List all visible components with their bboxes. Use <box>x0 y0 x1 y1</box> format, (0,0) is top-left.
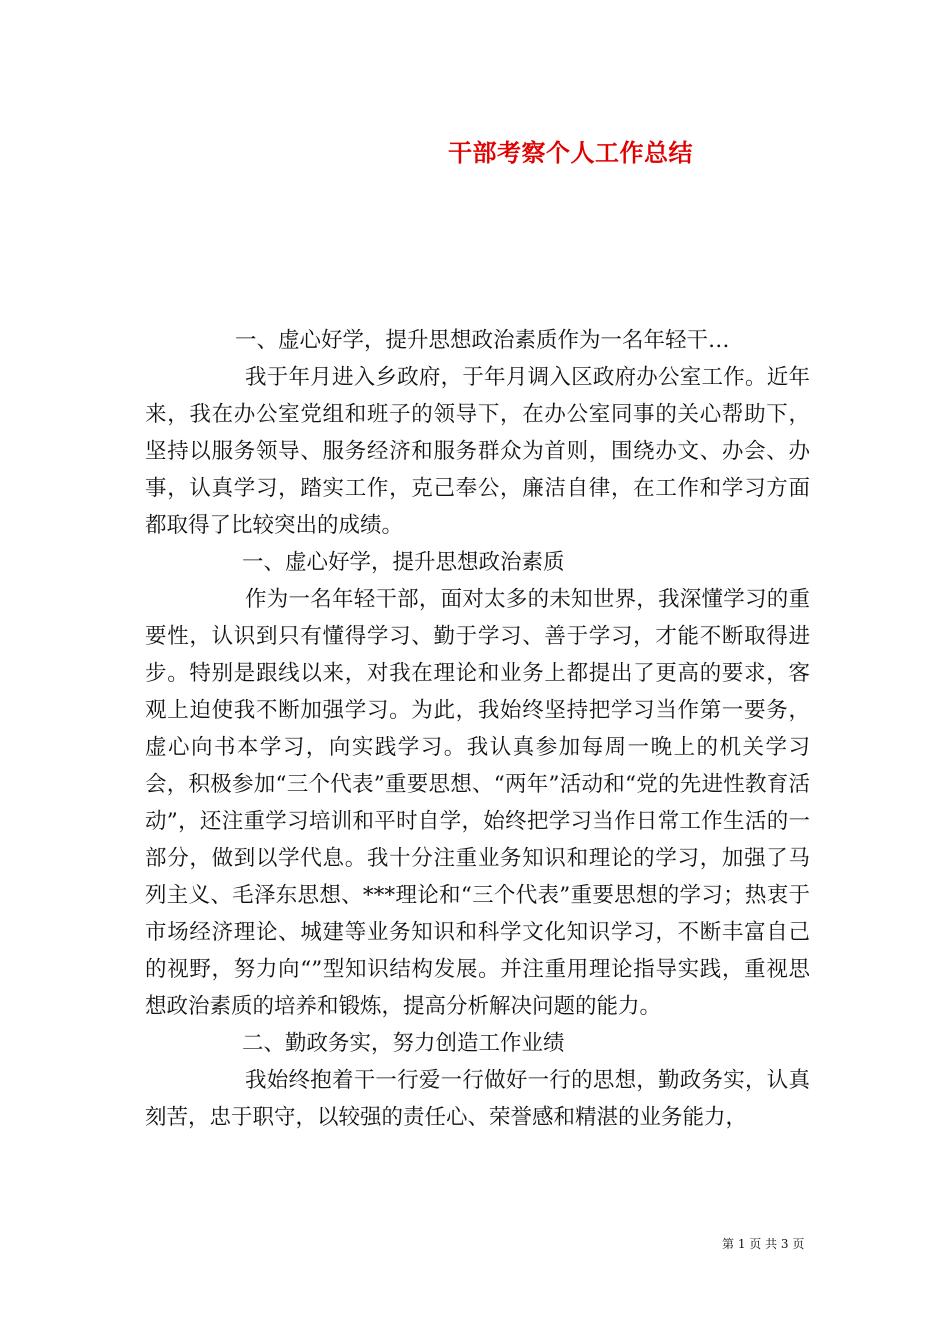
page-number-footer: 第 1 页 共 3 页 <box>722 1237 805 1251</box>
section-2-heading: 二、勤政务实，努力创造工作业绩 <box>242 1031 565 1056</box>
intro-paragraph: 我于年月进入乡政府，于年月调入区政府办公室工作。近年来，我在办公室党组和班子的领导下，在办公室同事的关心帮助下，坚持以服务领导、服务经济和服务群众为首则，围绕办文、办会、办事，认真学习，踏实工作，克己奉公，廉洁自律，在工作和学习方面都取得了比较突出的成绩。 <box>145 365 810 538</box>
summary-line: 一、虚心好学，提升思想政治素质作为一名年轻干… <box>235 328 730 353</box>
document-body <box>145 322 810 1136</box>
section-1-paragraph: 作为一名年轻干部，面对太多的未知世界，我深懂学习的重要性，认识到只有懂得学习、勤于学习、善于学习，才能不断取得进步。特别是跟线以来，对我在理论和业务上都提出了更高的要求，客观上迫使我不断加强学习。为此，我始终坚持把学习当作第一要务，虚心向书本学习，向实践学习。我认真参加每周一晚上的机关学习会，积极参加“三个代表”重要思想、“两年”活动和“党的先进性教育活动”，还注重学习培训和平时自学，始终把学习当作日常工作生活的一部分，做到以学代息。我十分注重业务知识和理论的学习，加强了马列主义、毛泽东思想、***理论和“三个代表”重要思想的学习；热衷于市场经济理论、城建等业务知识和科学文化知识学习，不断丰富自己的视野，努力向“”型知识结构发展。并注重用理论指导实践，重视思想政治素质的培养和锻炼，提高分析解决问题的能力。 <box>145 587 810 1019</box>
document-title: 干部考察个人工作总结 <box>448 138 693 167</box>
section-1-heading: 一、虚心好学，提升思想政治素质 <box>242 550 565 575</box>
section-2-paragraph: 我始终抱着干一行爱一行做好一行的思想，勤政务实，认真刻苦，忠于职守，以较强的责任心、荣誉感和精湛的业务能力， <box>145 1068 810 1130</box>
